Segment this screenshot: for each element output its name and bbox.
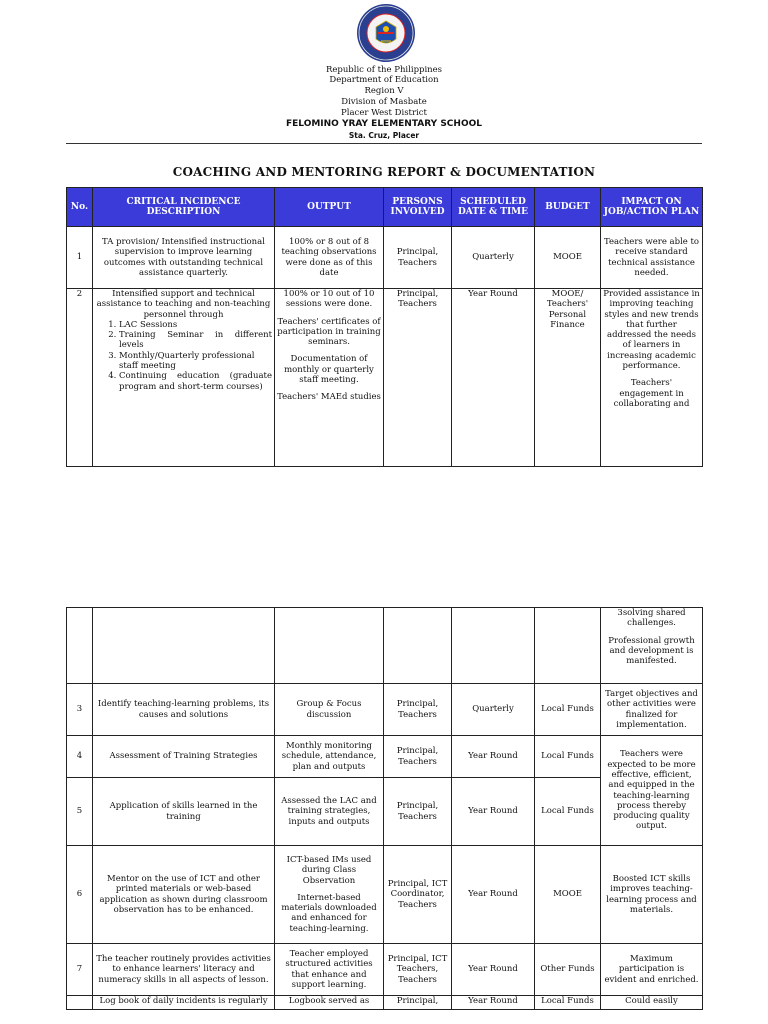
cell-budget: MOOE <box>535 227 601 289</box>
cell-persons: Principal, ICT Coordinator, Teachers <box>384 846 452 944</box>
header-school-name: FELOMINO YRAY ELEMENTARY SCHOOL <box>285 119 482 129</box>
cell-persons: Principal, Teachers <box>384 684 452 736</box>
header-republic: Republic of the Philippines <box>325 65 443 75</box>
list-item: 2. Training Seminar in different levels <box>119 330 272 351</box>
cell-impact <box>601 289 703 467</box>
cell-budget: Other Funds <box>535 944 601 996</box>
cell-schedule: Year Round <box>452 778 535 846</box>
cell-impact: Maximum participation is evident and enriched. <box>601 944 703 996</box>
cell-schedule: Year Round <box>452 736 535 778</box>
cell-no: 7 <box>67 944 93 996</box>
cell-impact: Target objectives and other activities were finalized for implementation. <box>601 684 703 736</box>
impact-line: Provided assistance in improving teaching styles and new trends that further addressed the needs of learners in increasing academic performance. <box>603 289 700 372</box>
cell-no: 6 <box>67 846 93 944</box>
cell-persons: Principal, Teachers <box>384 289 452 467</box>
table-row <box>67 684 703 736</box>
cell-schedule <box>452 608 535 684</box>
cell-persons <box>384 608 452 684</box>
cell-persons: Principal, ICT Teachers, Teachers <box>384 944 452 996</box>
cell-no: 5 <box>67 778 93 846</box>
cell-output <box>275 846 384 944</box>
cell-no: 1 <box>67 227 93 289</box>
cell-persons: Principal, Teachers <box>384 736 452 778</box>
table-row <box>67 608 703 684</box>
table-row <box>67 736 703 778</box>
support-list <box>95 320 272 392</box>
cell-output: Teacher employed structured activities that enhance and support learning. <box>275 944 384 996</box>
report-title: COACHING AND MENTORING REPORT & DOCUMENTATION <box>172 165 596 179</box>
cell-output: Monthly monitoring schedule, attendance, plan and outputs <box>275 736 384 778</box>
cell-no <box>67 996 93 1010</box>
cell-no: 4 <box>67 736 93 778</box>
col-header-output: OUTPUT <box>275 188 384 227</box>
table-row <box>67 846 703 944</box>
header-division: Division of Masbate <box>341 97 427 107</box>
header-divider <box>66 143 702 144</box>
col-header-no: No. <box>67 188 93 227</box>
output-line: Teachers' MAEd studies <box>277 392 381 403</box>
output-line: 100% or 10 out of 10 sessions were done. <box>283 289 375 310</box>
cell-budget: Local Funds <box>535 736 601 778</box>
header-region: Region V <box>364 86 404 96</box>
output-line: Documentation of monthly or quarterly staff meeting. <box>284 354 374 386</box>
cell-description: The teacher routinely provides activities to enhance learners' literacy and numeracy skills in all aspects of lesson. <box>93 944 275 996</box>
cell-description: Identify teaching-learning problems, its causes and solutions <box>93 684 275 736</box>
cell-output: 100% or 8 out of 8 teaching observations were done as of this date <box>275 227 384 289</box>
cell-budget: Local Funds <box>535 996 601 1010</box>
col-header-budget: BUDGET <box>535 188 601 227</box>
cell-budget: Local Funds <box>535 684 601 736</box>
cell-schedule: Year Round <box>452 289 535 467</box>
list-item: 3. Monthly/Quarterly professional staff meeting <box>119 351 272 372</box>
report-table-page2 <box>66 607 703 1010</box>
list-item: 4. Continuing education (graduate program and short-term courses) <box>119 371 272 392</box>
cell-persons: Principal, Teachers <box>384 778 452 846</box>
cell-no: 2 <box>67 289 93 467</box>
col-header-impact: IMPACT ON JOB/ACTION PLAN <box>601 188 703 227</box>
cell-budget: MOOE/ Teachers' Personal Finance <box>535 289 601 467</box>
description-intro: Intensified support and technical assistance to teaching and non-teaching personnel through <box>96 289 271 320</box>
cell-persons: Principal, Teachers <box>384 227 452 289</box>
table-row <box>67 944 703 996</box>
cell-impact: Could easily <box>601 996 703 1010</box>
cell-impact <box>601 608 703 684</box>
table-row <box>67 227 703 289</box>
cell-impact: Boosted ICT skills improves teaching-learning process and materials. <box>601 846 703 944</box>
cell-budget: MOOE <box>535 846 601 944</box>
cell-description: Application of skills learned in the training <box>93 778 275 846</box>
header-school-address: Sta. Cruz, Placer <box>348 131 420 140</box>
cell-output <box>275 289 384 467</box>
deped-seal-logo <box>356 3 416 63</box>
report-table-page1 <box>66 187 703 467</box>
col-header-schedule: SCHEDULED DATE & TIME <box>452 188 535 227</box>
header-department: Department of Education <box>329 75 439 85</box>
cell-output: Logbook served as <box>275 996 384 1010</box>
cell-schedule: Quarterly <box>452 684 535 736</box>
cell-no <box>67 608 93 684</box>
output-line: Teachers' certificates of participation in training seminars. <box>277 316 381 348</box>
cell-impact: Teachers were able to receive standard technical assistance needed. <box>601 227 703 289</box>
cell-description <box>93 289 275 467</box>
impact-line: 3solving shared challenges. <box>617 608 686 629</box>
impact-line: Teachers' engagement in collaborating and <box>613 378 690 409</box>
col-header-description: CRITICAL INCIDENCE DESCRIPTION <box>93 188 275 227</box>
cell-persons: Principal, <box>384 996 452 1010</box>
cell-description: TA provision/ Intensified instructional supervision to improve learning outcomes with outstanding technical assistance quarterly. <box>93 227 275 289</box>
table-row <box>67 996 703 1010</box>
output-line: Internet-based materials downloaded and enhanced for teaching-learning. <box>281 892 377 934</box>
cell-description <box>93 608 275 684</box>
table-row <box>67 289 703 467</box>
cell-budget <box>535 608 601 684</box>
cell-output: Group & Focus discussion <box>275 684 384 736</box>
cell-schedule: Year Round <box>452 846 535 944</box>
header-district: Placer West District <box>341 108 427 118</box>
col-header-persons: PERSONS INVOLVED <box>384 188 452 227</box>
cell-output: Assessed the LAC and training strategies, inputs and outputs <box>275 778 384 846</box>
table-header-row <box>67 188 703 227</box>
cell-output <box>275 608 384 684</box>
cell-description: Assessment of Training Strategies <box>93 736 275 778</box>
cell-description: Log book of daily incidents is regularly <box>93 996 275 1010</box>
cell-schedule: Year Round <box>452 944 535 996</box>
impact-line: Professional growth and development is manifested. <box>608 635 695 667</box>
cell-schedule: Year Round <box>452 996 535 1010</box>
cell-schedule: Quarterly <box>452 227 535 289</box>
cell-no: 3 <box>67 684 93 736</box>
cell-impact: Teachers were expected to be more effective, efficient, and equipped in the teaching-learning process thereby producing quality output. <box>601 736 703 846</box>
list-item: 1. LAC Sessions <box>119 320 272 330</box>
output-line: ICT-based IMs used during Class Observation <box>286 854 372 886</box>
cell-description: Mentor on the use of ICT and other printed materials or web-based application as shown during classroom observation has to be enhanced. <box>93 846 275 944</box>
cell-budget: Local Funds <box>535 778 601 846</box>
